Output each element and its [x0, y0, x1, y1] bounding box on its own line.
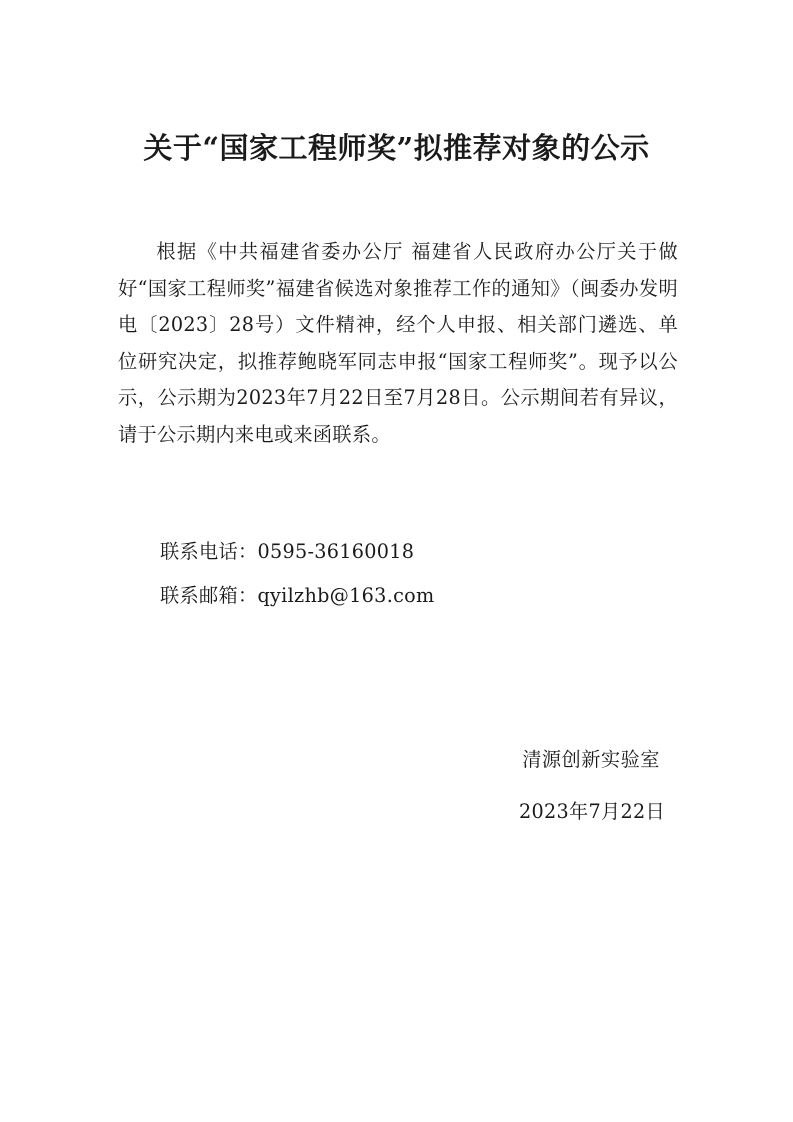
contact-email-label: 联系邮箱：	[160, 584, 258, 607]
contact-phone-value: 0595-36160018	[257, 540, 415, 563]
contact-phone-label: 联系电话：	[160, 540, 258, 563]
signature-date: 2023年7月22日	[518, 800, 665, 823]
contact-phone	[160, 538, 414, 566]
signature-organization: 清源创新实验室	[522, 748, 660, 771]
document-title: 关于“国家工程师奖”拟推荐对象的公示	[143, 131, 650, 165]
document-body	[118, 234, 678, 453]
contact-email-value: qyilzhb@163.com	[257, 584, 435, 607]
body-paragraph: 根据《中共福建省委办公厅 福建省人民政府办公厅关于做好“国家工程师奖”福建省候选对象推荐工作的通知》（闽委办发明电〔2023〕28号）文件精神，经个人申报、相关部门遴选、单位研究决定，拟推荐鲍晓军同志申报“国家工程师奖”。现予以公示，公示期为2023年7月22日至7月28日。公示期间若有异议，请于公示期内来电或来函联系。	[118, 240, 678, 446]
contact-email	[160, 582, 434, 610]
